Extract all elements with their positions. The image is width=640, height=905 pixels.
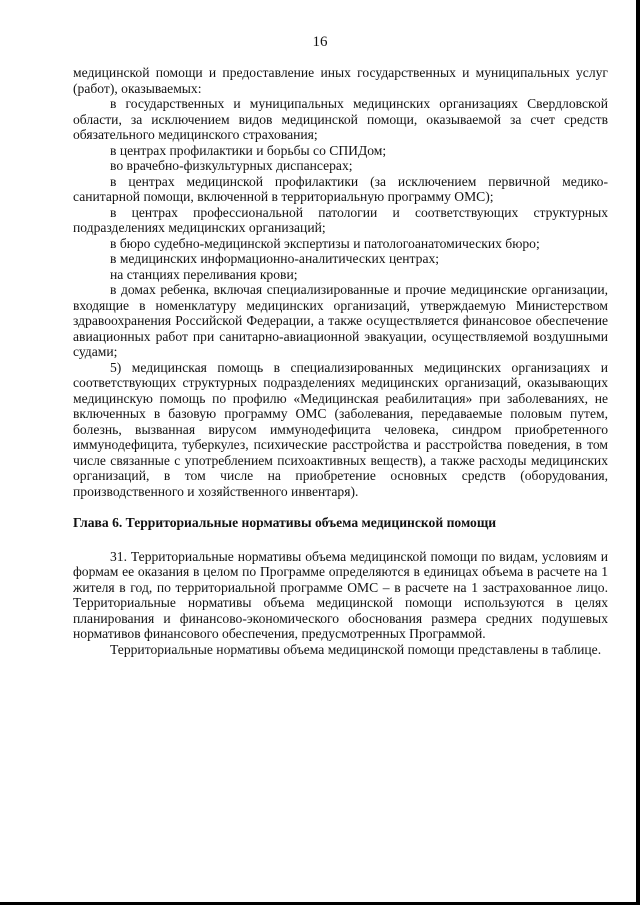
paragraph: Территориальные нормативы объема медицинской помощи представлены в таблице. [110,641,602,657]
paragraph: в домах ребенка, включая специализированные и прочие медицинские организации, входящие в номенклатуру медицинских организаций, утверждаемую Министерством здравоохранения Российской Федерации, а также осуществляется финансовое обеспечение авиационных работ при санитарно-авиационной эвакуации, осуществляемой воздушными судами; [73,282,608,359]
paragraph: в центрах профессиональной патологии и соответствующих структурных подразделениях медицинских организаций; [73,204,608,235]
paragraph: в медицинских информационно-аналитических центрах; [110,251,440,266]
paragraph: в центрах профилактики и борьбы со СПИДом; [110,142,387,158]
paragraph: 31. Территориальные нормативы объема медицинской помощи по видам, условиям и формам ее оказания в целом по Программе определяются в единицах объема в расчете на 1 жителя в год, по территориальной программе ОМС – в расчете на 1 застрахованное лицо. Территориальные нормативы объема медицинской помощи используются в целях планирования и финансово-экономического обоснования размера средних подушевых нормативов финансового обеспечения, предусмотренных Программой. [73,548,608,641]
paragraph: на станциях переливания крови; [110,266,298,282]
page-number: 16 [312,34,328,50]
paragraph: медицинской помощи и предоставление иных государственных и муниципальных услуг (работ), оказываемых: [73,65,608,96]
chapter-heading: Глава 6. Территориальные нормативы объема медицинской помощи [73,515,497,530]
paragraph: в государственных и муниципальных медицинских организациях Свердловской области, за исключением видов медицинской помощи, оказываемой за счет средств обязательного медицинского страхования; [73,96,608,142]
spacer [73,499,608,515]
spacer [73,531,608,549]
paragraph: 5) медицинская помощь в специализированных медицинских организациях и соответствующих структурных подразделениях медицинских организаций, оказывающих медицинскую помощь по профилю «Медицинская реабилитация» при заболеваниях, не включенных в базовую программу ОМС (заболевания, передаваемые половым путем, болезнь, вызванная вирусом иммунодефицита человека, синдром приобретенного иммунодефицита, туберкулез, психические расстройства и расстройства поведения, в том числе связанные с употреблением психоактивных веществ), а также расходы медицинских организаций, в том числе на приобретение основных средств (оборудования, производственного и хозяйственного инвентаря). [73,359,608,499]
paragraph: в центрах медицинской профилактики (за исключением первичной медико-санитарной помощи, включенной в территориальную программу ОМС); [73,173,608,204]
scan-border-right [636,0,640,905]
paragraph: во врачебно-физкультурных диспансерах; [110,158,353,173]
document-body [73,65,608,657]
paragraph: в бюро судебно-медицинской экспертизы и патологоанатомических бюро; [110,235,540,251]
